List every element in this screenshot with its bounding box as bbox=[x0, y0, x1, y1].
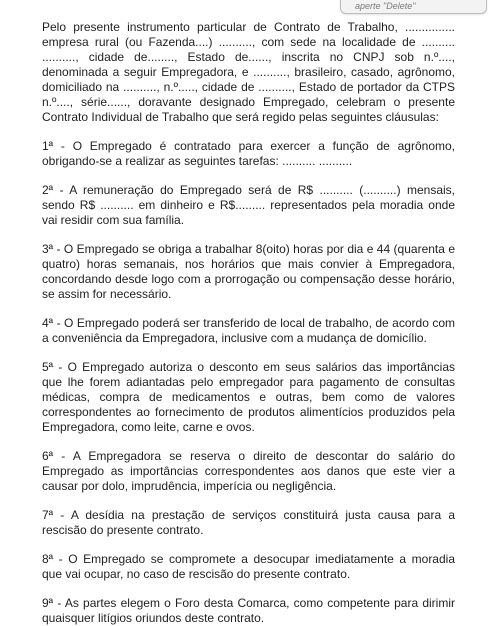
contract-document bbox=[42, 0, 455, 626]
delete-hint-text: aperte "Delete" bbox=[355, 1, 416, 11]
clause-4: 4ª - O Empregado poderá ser transferido de local de trabalho, de acordo com a conveniência da Empregadora, inclusive com a mudança de domicílio. bbox=[42, 316, 455, 345]
clause-8: 8ª - O Empregado se compromete a desocupar imediatamente a moradia que vai ocupar, no caso de rescisão do presente contrato. bbox=[42, 552, 455, 581]
clause-9: 9ª - As partes elegem o Foro desta Comarca, como competente para dirimir quaisquer litígios oriundos deste contrato. bbox=[42, 596, 455, 625]
contract-preamble: Pelo presente instrumento particular de Contrato de Trabalho, ............... empresa rural (ou Fazenda....) .........., com sede na localidade de .......... .........., cidade de........, Estado de......, inscrita no CNPJ sob n.º...., denominada a seguir Empregadora, e .........., brasileiro, casado, agrônomo, domiciliado na .........., n.º....., cidade de .........., Estado de portador da CTPS n.º...., série......, doravante designado Empregado, celebram o presente Contrato Individual de Trabalho que será regido pelas seguintes cláusulas: bbox=[42, 20, 455, 124]
clause-5: 5ª - O Empregado autoriza o desconto em seus salários das importâncias que lhe forem adiantadas pelo empregador para pagamento de consultas médicas, compra de medicamentos e outras, bem como de valores correspondentes ao fornecimento de produtos alimentícios produzidos pela Empregadora, como leite, carne e ovos. bbox=[42, 360, 455, 434]
clause-3: 3ª - O Empregado se obriga a trabalhar 8(oito) horas por dia e 44 (quarenta e quatro) horas semanais, nos horários que mais convier à Empregadora, concordando desde logo com a prorrogação ou compensação desse horário, se assim for necessário. bbox=[42, 242, 455, 301]
clause-6: 6ª - A Empregadora se reserva o direito de descontar do salário do Empregado as importâncias correspondentes aos danos que este vier a causar por dolo, imprudência, imperícia ou negligência. bbox=[42, 449, 455, 493]
clause-2: 2ª - A remuneração do Empregado será de R$ .......... (..........) mensais, sendo R$ .......... em dinheiro e R$......... representados pela moradia onde vai residir com sua família. bbox=[42, 183, 455, 227]
clause-7: 7ª - A desídia na prestação de serviços constituirá justa causa para a rescisão do presente contrato. bbox=[42, 508, 455, 537]
clause-1: 1ª - O Empregado é contratado para exercer a função de agrônomo, obrigando-se a realizar as seguintes tarefas: .......... .......... bbox=[42, 139, 455, 168]
